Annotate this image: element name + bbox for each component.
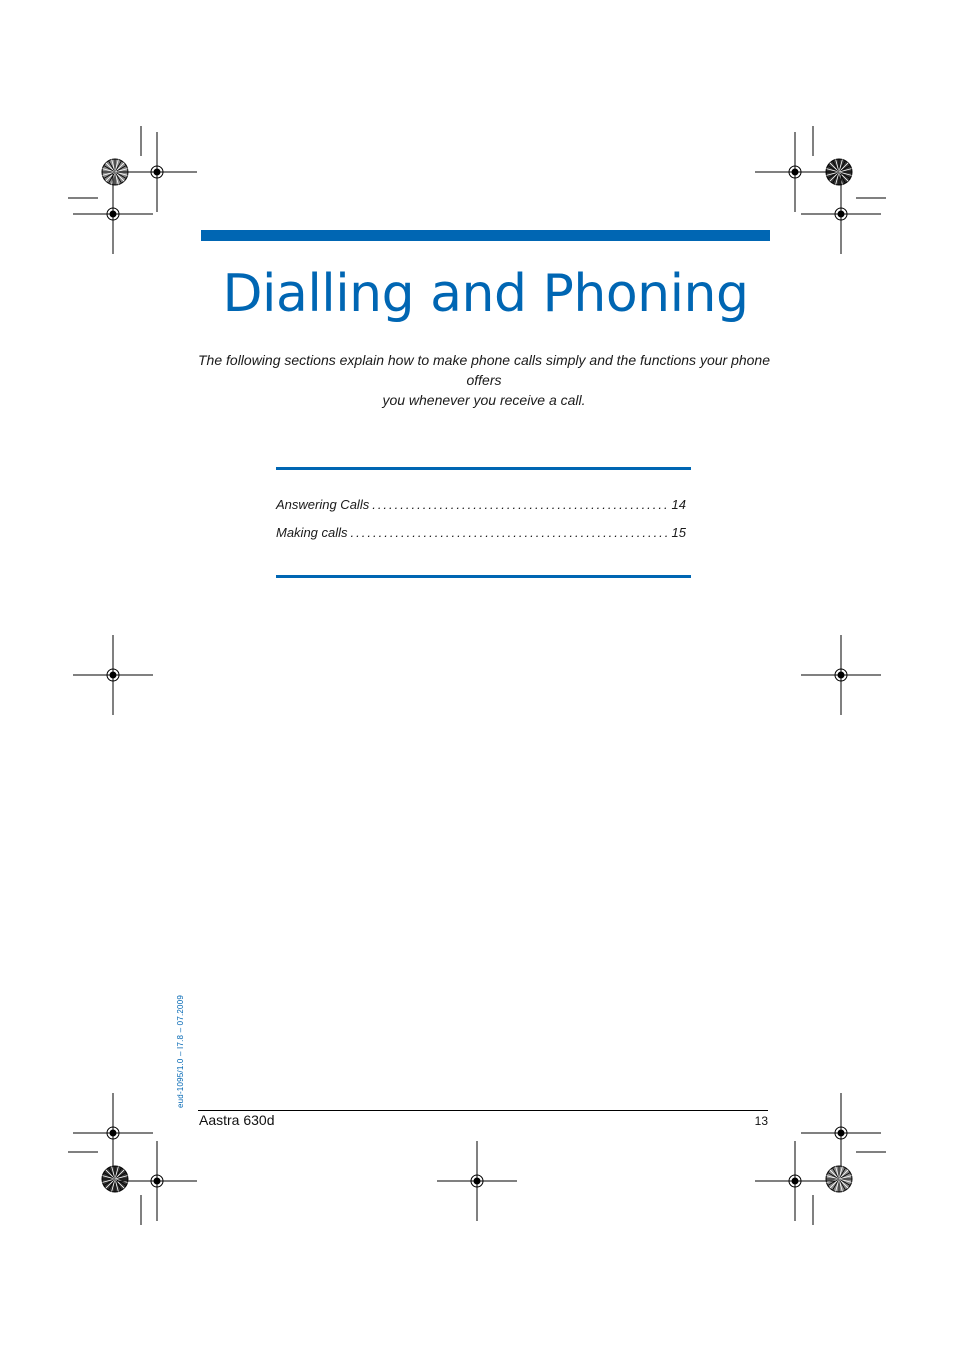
registration-sunburst-icon <box>102 1166 128 1192</box>
toc-dot-leader <box>372 497 668 512</box>
chapter-intro-line-1: The following sections explain how to make phone calls simply and the functions your phone offers <box>198 352 770 388</box>
toc-entry-page: 15 <box>671 525 686 540</box>
toc-entry-answering-calls[interactable] <box>276 497 686 517</box>
document-code: eud-1095/1.0 – I7.8 – 07.2009 <box>176 994 185 1108</box>
toc-bottom-rule <box>276 575 691 578</box>
registration-sunburst-icon <box>826 1166 852 1192</box>
toc-entry-label: Answering Calls <box>276 497 370 512</box>
chapter-title: Dialling and Phoning <box>222 264 749 324</box>
chapter-intro-line-2: you whenever you receive a call. <box>382 392 586 408</box>
footer-product-name: Aastra 630d <box>199 1112 275 1128</box>
toc-entry-label: Making calls <box>276 525 348 540</box>
chapter-intro <box>196 350 772 410</box>
toc-top-rule <box>276 467 691 470</box>
footer-rule <box>198 1110 768 1111</box>
footer-page-number: 13 <box>754 1114 768 1128</box>
toc-entry-making-calls[interactable] <box>276 525 686 545</box>
chapter-top-bar <box>201 230 770 241</box>
toc-entry-page: 14 <box>671 497 686 512</box>
toc-dot-leader <box>351 525 669 540</box>
